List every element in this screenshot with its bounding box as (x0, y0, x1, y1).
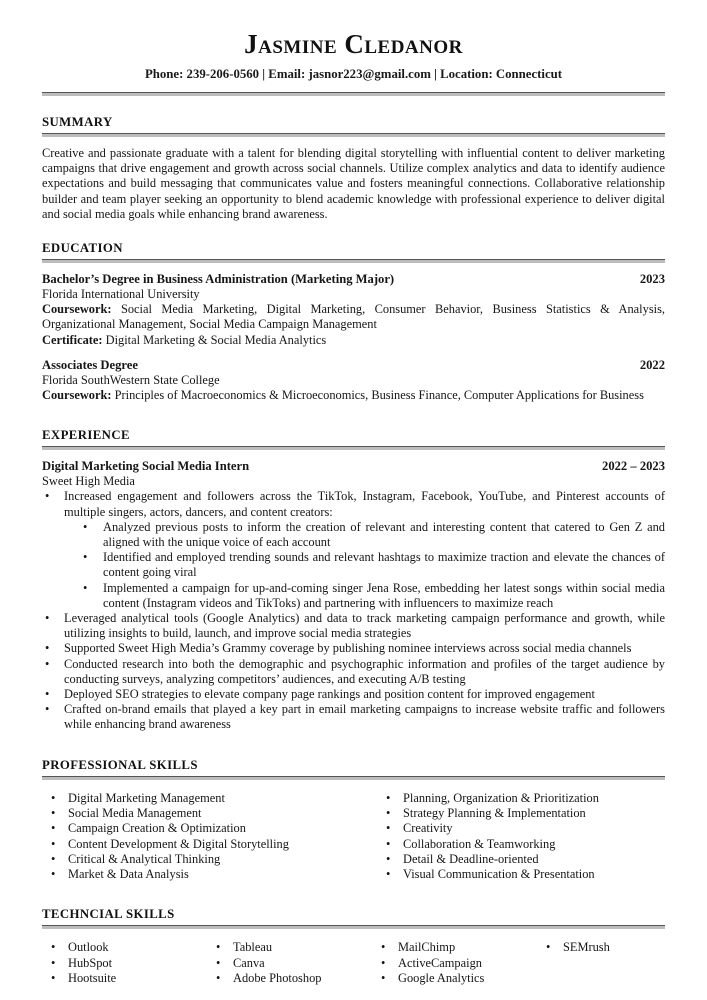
bullet-icon: • (381, 971, 386, 986)
professional-skills-grid (42, 791, 665, 883)
skill-item: • Tableau (207, 940, 372, 955)
bullet-icon: • (51, 955, 56, 970)
bullet-icon: • (386, 790, 391, 805)
skill-item: • Social Media Management (42, 806, 377, 821)
experience-sub-bullet: • Implemented a campaign for up-and-coming singer Jena Rose, embedding her latest songs within social media content (Instagram videos and TikToks) and partnering with influencers to maximize reach (83, 580, 665, 610)
bullet-icon: • (216, 940, 221, 955)
experience-bullet: • Supported Sweet High Media’s Grammy coverage by publishing nominee interviews across social media channels (45, 641, 632, 656)
skill-item: • Campaign Creation & Optimization (42, 821, 377, 836)
bullet-icon: • (45, 702, 50, 717)
skill-item: • SEMrush (537, 940, 665, 955)
bullet-icon: • (51, 821, 56, 836)
bullet-icon: • (51, 790, 56, 805)
technical-skills-divider (42, 925, 665, 929)
bullet-icon: • (51, 805, 56, 820)
education-detail (42, 333, 665, 348)
bullet-icon: • (45, 641, 50, 656)
skill-item: • Market & Data Analysis (42, 867, 377, 882)
skill-item: • Content Development & Digital Storytelling (42, 837, 377, 852)
skill-item: • Visual Communication & Presentation (377, 867, 665, 882)
bullet-icon: • (386, 836, 391, 851)
professional-skills-divider (42, 776, 665, 780)
skills-column (207, 940, 372, 986)
job-title: Digital Marketing Social Media Intern (42, 459, 250, 474)
skill-item: • Critical & Analytical Thinking (42, 852, 377, 867)
resume-header (42, 29, 665, 96)
bullet-icon: • (381, 955, 386, 970)
school-name: Florida International University (42, 287, 200, 302)
skills-column (42, 791, 377, 883)
technical-skills-heading: TECHNCIAL SKILLS (42, 907, 175, 922)
experience-divider (42, 446, 665, 450)
bullet-icon: • (51, 836, 56, 851)
experience-sub-bullet: • Analyzed previous posts to inform the creation of relevant and interesting content that catered to Gen Z and aligned with the unique voice of each account (83, 519, 665, 550)
degree-title: Bachelor’s Degree in Business Administration (Marketing Major) (42, 272, 395, 287)
bullet-icon: • (51, 851, 56, 866)
skill-item: • Planning, Organization & Prioritization (377, 791, 665, 806)
candidate-name: Jasmine Cledanor (244, 29, 463, 59)
detail-text: Digital Marketing & Social Media Analytics (102, 332, 327, 347)
degree-year: 2022 (639, 357, 665, 372)
summary-text: Creative and passionate graduate with a talent for blending digital storytelling with influential content to deliver marketing campaigns that drive engagement and growth across social channels. Utilize complex analytics and data to identify audience expectations and build messaging that communicates value and fosters meaningful connections. Collaborative relationship builder and team player seeking an opportunity to blend academic knowledge with professional experience to deliver digital and social media goals while enhancing brand awareness. (42, 146, 665, 221)
experience-bullet: • Conducted research into both the demographic and psychographic information and profiles of the target audience by conducting surveys, analyzing competitors’ audiences, and executing A/B testing (45, 656, 665, 686)
skill-item: • Google Analytics (372, 971, 537, 986)
section-professional-skills (42, 758, 665, 883)
bullet-icon: • (83, 519, 88, 534)
experience-bullet: • Leveraged analytical tools (Google Analytics) and data to track marketing campaign performance and growth, while utilizing insights to build, launch, and improve social media strategies (45, 611, 665, 641)
bullet-icon: • (83, 550, 88, 565)
bullet-icon: • (83, 580, 88, 595)
skills-column (377, 791, 665, 883)
contact-line: Phone: 239-206-0560 | Email: jasnor223@gmail.com | Location: Connecticut (144, 67, 563, 81)
skill-item: • Collaboration & Teamworking (377, 837, 665, 852)
experience-bullet-list (42, 489, 665, 732)
skill-item: • Strategy Planning & Implementation (377, 806, 665, 821)
experience-bullet: • Deployed SEO strategies to elevate company page rankings and position content for improved engagement (45, 687, 595, 702)
technical-skills-grid (42, 940, 665, 986)
skill-item: • Digital Marketing Management (42, 791, 377, 806)
section-summary (42, 115, 665, 222)
section-technical-skills (42, 907, 665, 986)
degree-title: Associates Degree (42, 357, 138, 372)
bullet-icon: • (45, 489, 50, 504)
school-name: Florida SouthWestern State College (42, 372, 220, 387)
skill-item: • HubSpot (42, 956, 207, 971)
experience-heading: EXPERIENCE (42, 428, 130, 443)
bullet-icon: • (386, 805, 391, 820)
bullet-icon: • (216, 971, 221, 986)
bullet-icon: • (216, 955, 221, 970)
bullet-icon: • (546, 940, 551, 955)
skills-column (42, 940, 207, 986)
education-detail (42, 302, 665, 332)
section-experience (42, 428, 665, 732)
job-dates: 2022 – 2023 (602, 459, 665, 474)
detail-label: Coursework: (42, 302, 112, 317)
bullet-icon: • (45, 611, 50, 626)
bullet-icon: • (51, 867, 56, 882)
degree-year: 2023 (639, 272, 665, 287)
detail-text: Social Media Marketing, Digital Marketing, Consumer Behavior, Business Statistics & Analysis, Organizational Management, Social Media Campaign Management (42, 302, 665, 332)
experience-bullet: • Increased engagement and followers across the TikTok, Instagram, Facebook, YouTube, and Pinterest accounts of multiple singers, actors, dancers, and content creators: (45, 489, 665, 519)
experience-entry (42, 459, 665, 732)
detail-label: Coursework: (42, 388, 112, 403)
education-entry (42, 272, 665, 348)
skill-item: • Detail & Deadline-oriented (377, 852, 665, 867)
skill-item: • MailChimp (372, 940, 537, 955)
detail-label: Certificate: (42, 332, 103, 347)
skill-item: • ActiveCampaign (372, 956, 537, 971)
skill-item: • Outlook (42, 940, 207, 955)
experience-bullet: • Crafted on-brand emails that played a key part in email marketing campaigns to increase website traffic and followers while enhancing brand awareness (45, 702, 665, 732)
skill-item: • Adobe Photoshop (207, 971, 372, 986)
summary-divider (42, 133, 665, 137)
experience-sub-bullet: • Identified and employed trending sounds and relevant hashtags to maximize traction and elevate the chances of content going viral (83, 550, 665, 580)
skill-item: • Canva (207, 956, 372, 971)
header-divider (42, 92, 665, 96)
bullet-icon: • (381, 940, 386, 955)
summary-heading: SUMMARY (42, 115, 113, 129)
skill-item: • Hootsuite (42, 971, 207, 986)
education-heading: EDUCATION (42, 241, 123, 256)
bullet-icon: • (386, 867, 391, 882)
bullet-icon: • (51, 940, 56, 955)
skill-item: • Creativity (377, 821, 665, 836)
detail-text: Principles of Macroeconomics & Microeconomics, Business Finance, Computer Applications for Business (111, 388, 644, 403)
bullet-icon: • (386, 851, 391, 866)
skills-column (537, 940, 665, 986)
education-divider (42, 259, 665, 263)
education-entry (42, 358, 665, 403)
skills-column (372, 940, 537, 986)
education-detail (42, 388, 665, 403)
bullet-icon: • (45, 656, 50, 671)
bullet-icon: • (386, 821, 391, 836)
bullet-icon: • (45, 687, 50, 702)
section-education (42, 241, 665, 403)
professional-skills-heading: PROFESSIONAL SKILLS (42, 757, 198, 772)
company-name: Sweet High Media (42, 474, 135, 489)
bullet-icon: • (51, 971, 56, 986)
